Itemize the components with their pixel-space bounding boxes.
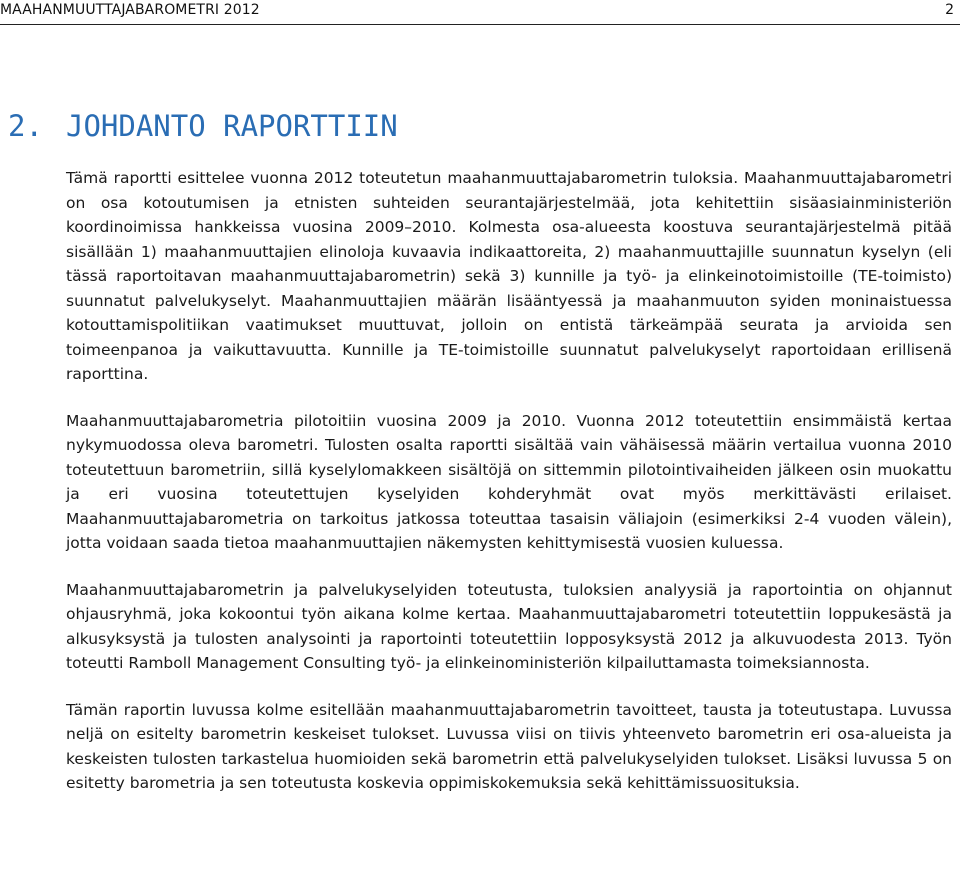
header-divider (0, 24, 960, 25)
section-heading (8, 106, 398, 146)
body-text (66, 166, 952, 796)
paragraph-3: Maahanmuuttajabarometrin ja palvelukyselyiden toteutusta, tuloksien analyysiä ja raportointia on ohjannut ohjausryhmä, joka kokoontui työn aikana kolme kertaa. Maahanmuuttajabarometri toteutettiin loppukesästä ja alkusyksystä ja tulosten analysointi ja raportointi toteutettiin lopposyksystä 2012 ja alkuvuodesta 2013. Työn toteutti Ramboll Management Consulting työ- ja elinkeinoministeriön kilpailuttamasta toimeksiannosta. (66, 580, 952, 672)
paragraph-2: Maahanmuuttajabarometria pilotoitiin vuosina 2009 ja 2010. Vuonna 2012 toteutettiin ensimmäistä kertaa nykymuodossa oleva barometri. Tulosten osalta raportti sisältää vain vähäisessä määrin vertailua vuonna 2010 toteutettuun barometriin, sillä kyselylomakkeen sisältöjä on sittemmin pilotointivaiheiden jälkeen osin muokattu ja eri vuosina toteutettujen kyselyiden kohderyhmät ovat myös merkittävästi erilaiset. Maahanmuuttajabarometria on tarkoitus jatkossa toteuttaa tasaisin väliajoin (esimerkiksi 2-4 vuoden välein), jotta voidaan saada tietoa maahanmuuttajien näkemysten kehittymisestä vuosien kuluessa. (66, 411, 952, 552)
section-number: 2. (8, 109, 43, 143)
paragraph-1: Tämä raportti esittelee vuonna 2012 toteutetun maahanmuuttajabarometrin tuloksia. Maahanmuuttajabarometri on osa kotoutumisen ja etnisten suhteiden seurantajärjestelmää, jota kehitettiin sisäasiainministeriön koordinoimissa hankkeissa vuosina 2009–2010. Kolmesta osa-alueesta koostuva seurantajärjestelmä pitää sisällään 1) maahanmuuttajien elinoloja kuvaavia indikaattoreita, 2) maahanmuuttajille suunnatun kyselyn (eli tässä raportoitavan maahanmuuttajabarometrin) sekä 3) kunnille ja työ- ja elinkeinotoimistoille (TE-toimisto) suunnatut palvelukyselyt. Maahanmuuttajien määrän lisääntyessä ja maahanmuuton syiden moninaistuessa kotouttamispolitiikan vaatimukset muuttuvat, jolloin on entistä tärkeämpää seurata ja arvioida sen toimeenpanoa ja vaikuttavuutta. Kunnille ja TE-toimistoille suunnatut palvelukyselyt raportoidaan erillisenä raporttina. (66, 169, 952, 383)
running-header-title: MAAHANMUUTTAJABAROMETRI 2012 (0, 2, 260, 18)
section-title: JOHDANTO RAPORTTIIN (66, 109, 398, 143)
page-number: 2 (945, 2, 954, 18)
paragraph-4: Tämän raportin luvussa kolme esitellään maahanmuuttajabarometrin tavoitteet, tausta ja toteutustapa. Luvussa neljä on esitelty barometrin keskeiset tulokset. Luvussa viisi on tiivis yhteenveto barometrin eri osa-alueista ja keskeisten tulosten tarkastelua huomioiden sekä barometrin että palvelukyselyiden tulokset. Lisäksi luvussa 5 on esitetty barometria ja sen toteutusta koskevia oppimiskokemuksia sekä kehittämissuosituksia. (66, 700, 952, 792)
